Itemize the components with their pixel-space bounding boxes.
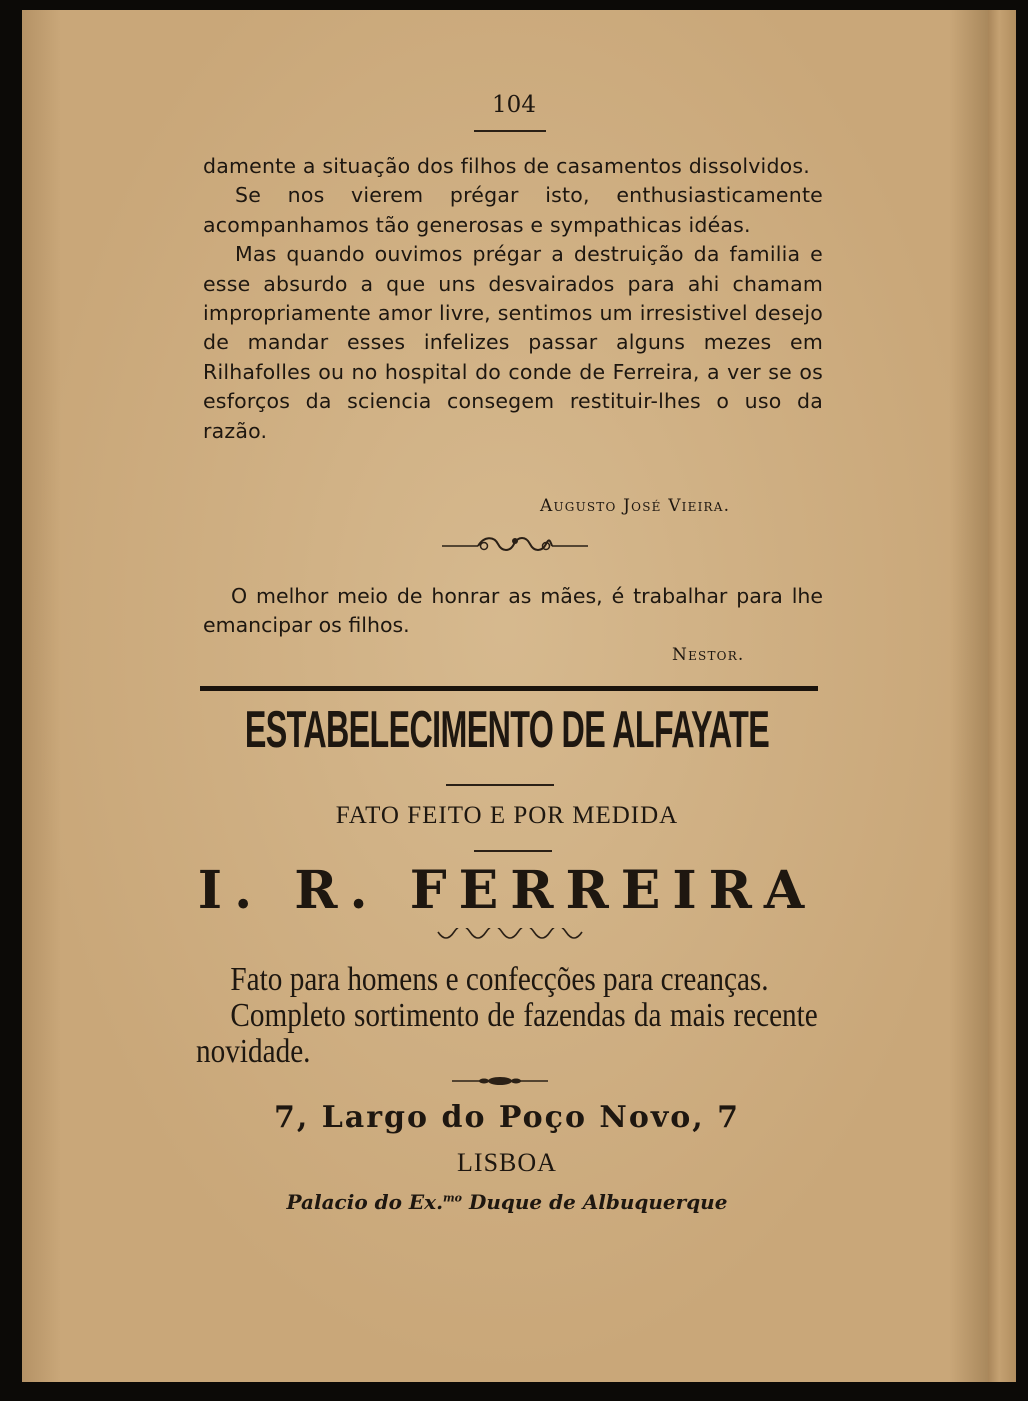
page-number-rule (474, 130, 546, 132)
advert-city: LISBOA (457, 1148, 557, 1177)
quote (203, 582, 823, 641)
article-paragraph: damente a situação dos filhos de casamentos dissolvidos. (203, 154, 811, 178)
advert-address: 7, Largo do Poço Novo, 7 (273, 1100, 741, 1135)
article-text (203, 152, 823, 446)
advert-line: Fato para homens e confecções para creanças. (230, 961, 769, 998)
advert-rule (446, 784, 554, 786)
small-ornament-icon (450, 1074, 550, 1088)
quote-author: Nestor. (672, 645, 745, 665)
advert-text (196, 962, 818, 1070)
palace-sup: mo (443, 1191, 463, 1205)
page-number: 104 (492, 92, 536, 118)
article-paragraph: Mas quando ouvimos prégar a destruição da familia e esse absurdo a que uns desvairados para ahi chamam impropriamente amor livre, sentimos um irresistivel desejo de mandar esses infelizes passar alguns mezes em Rilhafolles ou no hospital do conde de Ferreira, a ver se os esforços da sciencia consegem restituir-lhes o uso da razão. (203, 242, 823, 443)
quote-text: O melhor meio de honrar as mães, é trabalhar para lhe emancipar os filhos. (203, 584, 823, 638)
wavy-ornament-icon (436, 928, 586, 944)
section-divider (200, 686, 818, 691)
advert-line: Completo sortimento de fazendas da mais recente novidade. (196, 997, 818, 1070)
ornament-divider-icon (440, 534, 590, 558)
advert-heading: ESTABELECIMENTO DE ALFAYATE (244, 701, 770, 759)
advert-palace (0, 1190, 1014, 1214)
article-author: Augusto José Vieira. (540, 496, 731, 516)
palace-prefix: Palacio do Ex. (286, 1190, 444, 1214)
advert-rule (474, 850, 552, 852)
palace-suffix: Duque de Albuquerque (462, 1190, 728, 1214)
article-paragraph: Se nos vierem prégar isto, enthusiasticamente acompanhamos tão generosas e sympathicas idéas. (203, 183, 823, 237)
advert-subheading: FATO FEITO E POR MEDIDA (335, 802, 679, 829)
advert-name: I. R. FERREIRA (197, 860, 817, 921)
